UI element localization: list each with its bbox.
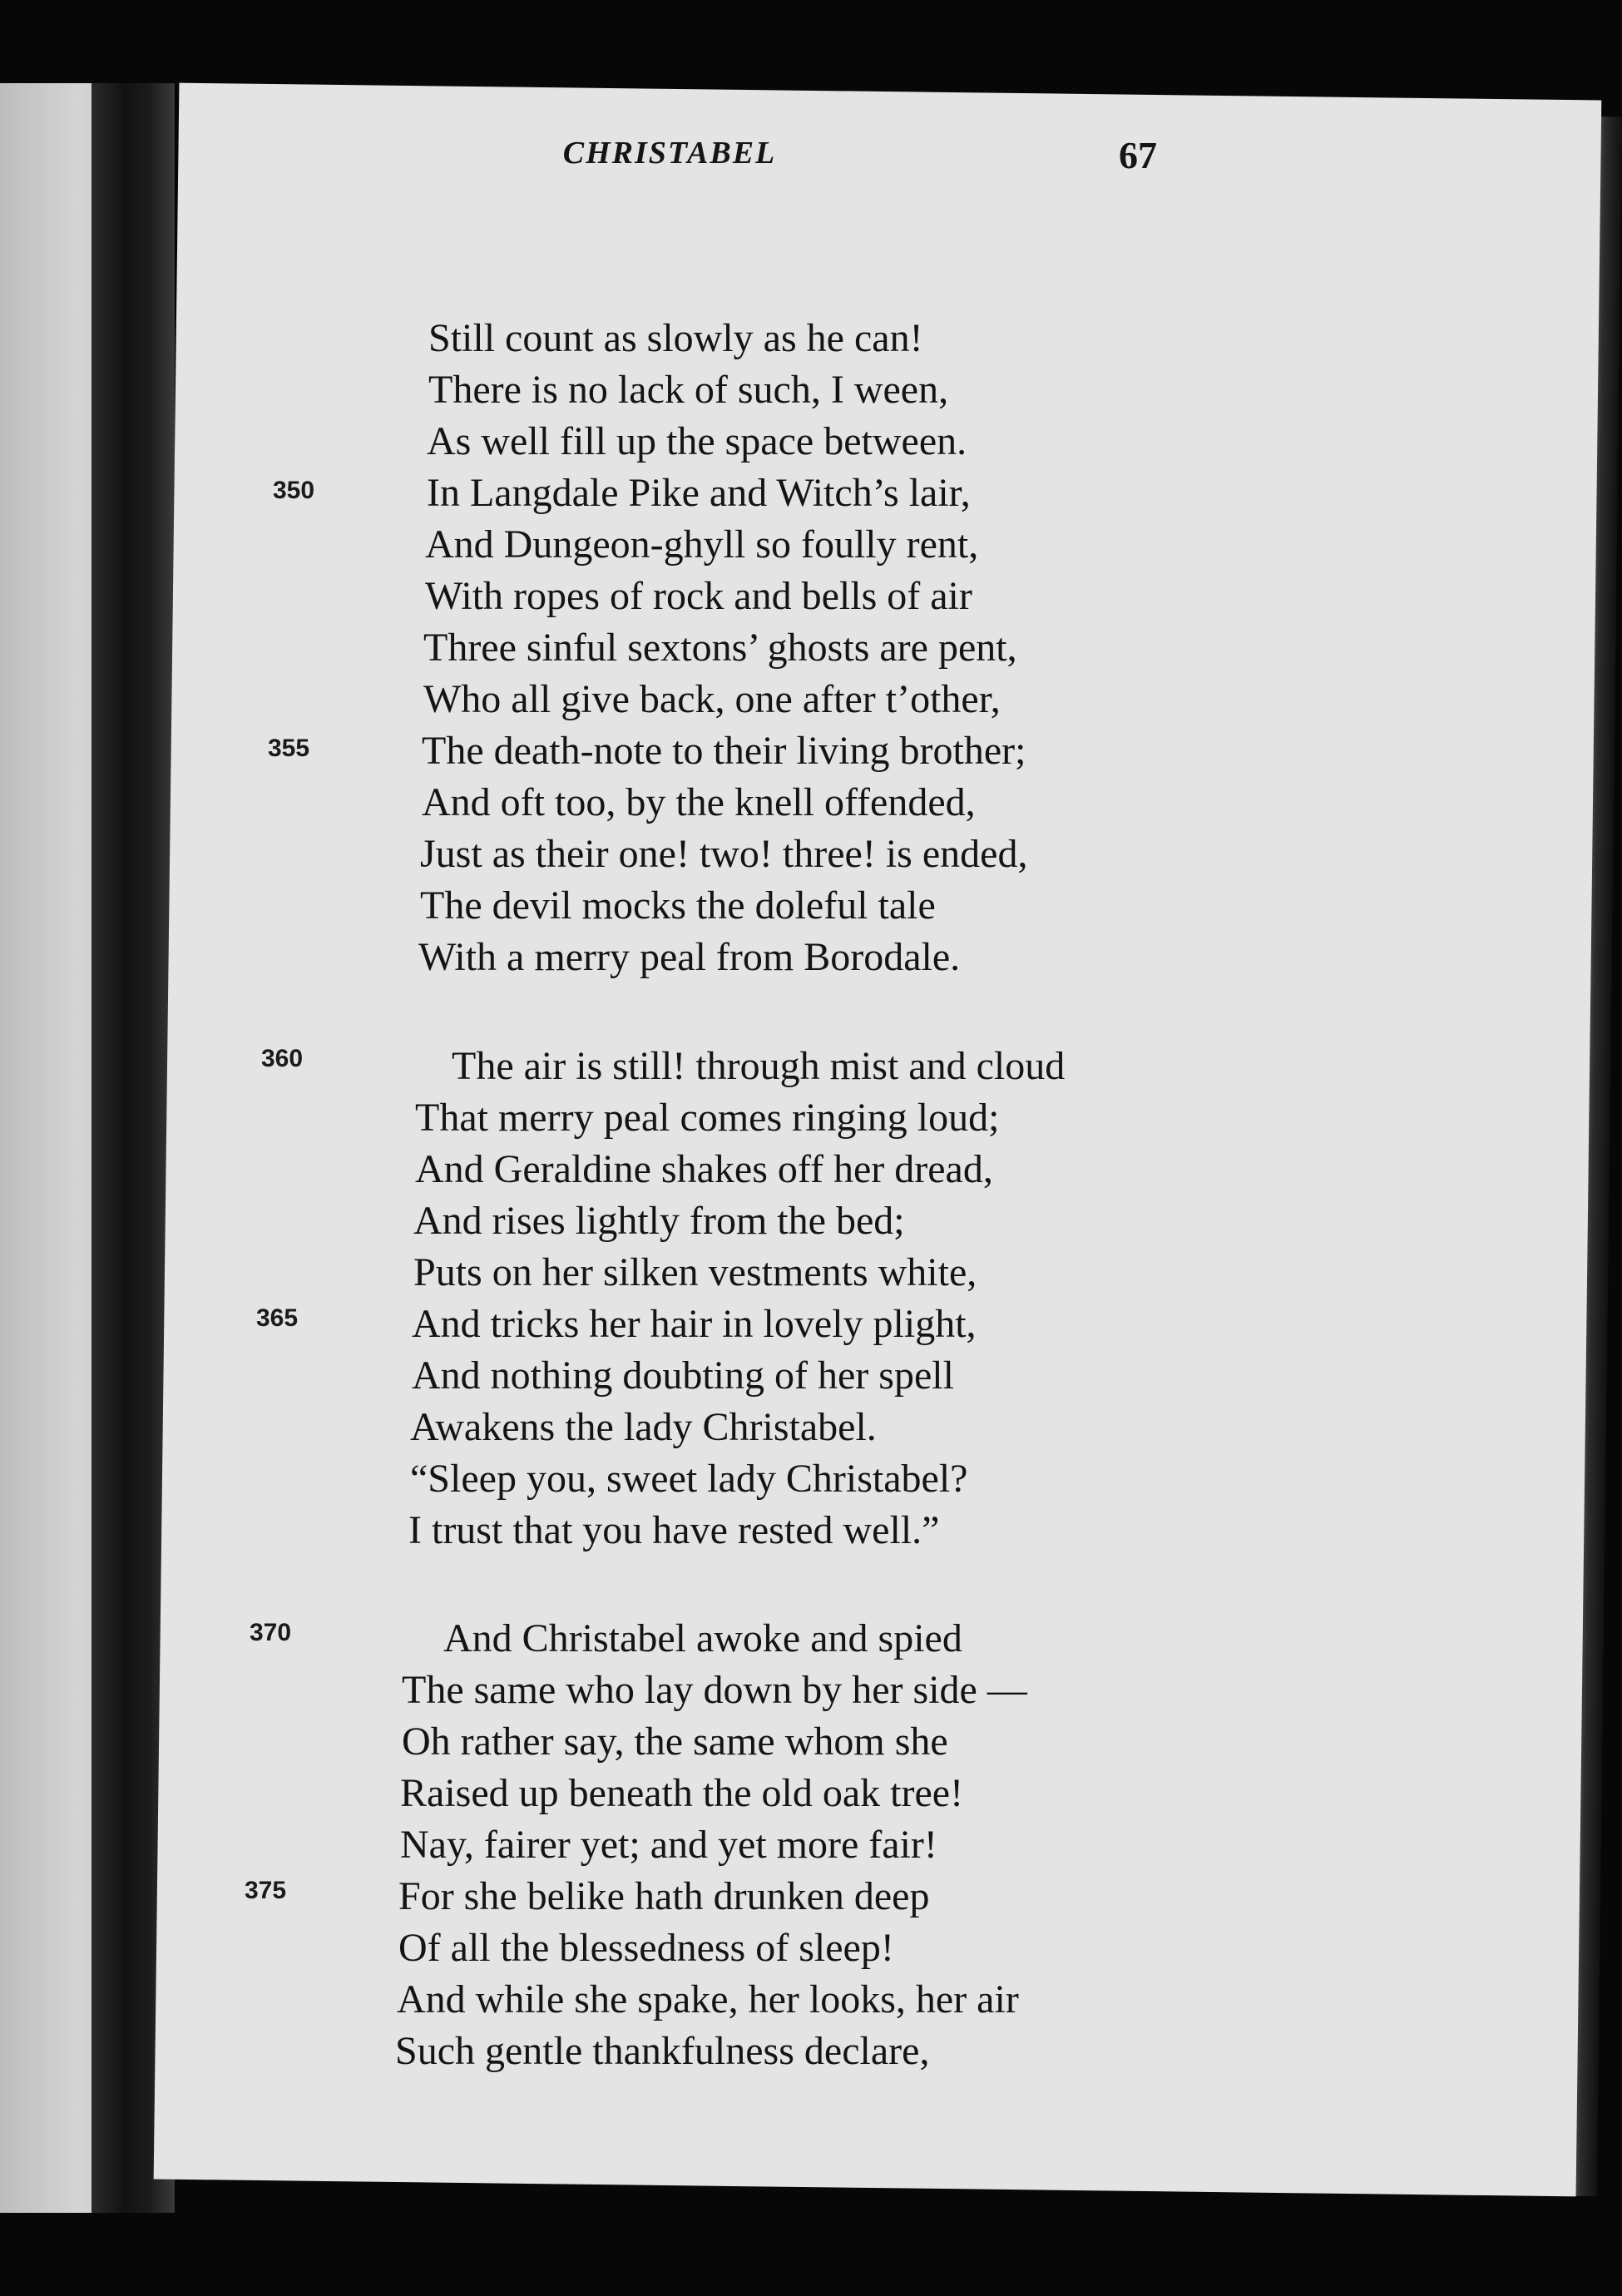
poem-line: Puts on her silken vestments white, <box>413 1250 977 1294</box>
poem-line: “Sleep you, sweet lady Christabel? <box>410 1457 968 1501</box>
line-number: 350 <box>273 477 315 504</box>
poem-line: And Geraldine shakes off her dread, <box>415 1147 993 1191</box>
poem-line: The devil mocks the doleful tale <box>420 883 936 928</box>
poem-line: The death-note to their living brother; <box>422 729 1026 773</box>
poem-line: With ropes of rock and bells of air <box>425 574 972 618</box>
poem-line: The air is still! through mist and cloud <box>452 1044 1066 1088</box>
poem-line: Such gentle thankfulness declare, <box>395 2029 930 2073</box>
poem-line: With a merry peal from Borodale. <box>418 935 961 979</box>
poem-line: The same who lay down by her side — <box>402 1668 1027 1712</box>
poem-line: Raised up beneath the old oak tree! <box>400 1771 964 1815</box>
line-number: 360 <box>261 1045 304 1072</box>
poem-line: Nay, fairer yet; and yet more fair! <box>400 1823 937 1867</box>
poem-line: And Dungeon-ghyll so foully rent, <box>425 522 979 567</box>
poem-line: And oft too, by the knell offended, <box>422 780 976 824</box>
poem-line: I trust that you have rested well.” <box>408 1508 940 1552</box>
poem-line: Just as their one! two! three! is ended, <box>420 832 1028 876</box>
line-number: 355 <box>268 735 310 762</box>
poem-line: Still count as slowly as he can! <box>428 316 923 360</box>
poem-line: Oh rather say, the same whom she <box>402 1720 948 1764</box>
poem-line: As well fill up the space between. <box>427 419 967 463</box>
line-number: 370 <box>250 1619 292 1646</box>
poem-line: For she belike hath drunken deep <box>398 1874 930 1918</box>
poem-line: In Langdale Pike and Witch’s lair, <box>427 471 971 515</box>
poem-line: That merry peal comes ringing loud; <box>415 1096 1000 1140</box>
running-title: CHRISTABEL <box>562 136 777 171</box>
poem-line: Three sinful sextons’ ghosts are pent, <box>423 626 1017 670</box>
line-number: 375 <box>245 1877 287 1904</box>
poem-line: There is no lack of such, I ween, <box>428 368 949 412</box>
poem-line: Awakens the lady Christabel. <box>410 1405 877 1449</box>
poem-line: And Christabel awoke and spied <box>443 1616 962 1660</box>
poem-line: Of all the blessedness of sleep! <box>398 1926 894 1970</box>
poem-line: And tricks her hair in lovely plight, <box>412 1302 977 1346</box>
page-number: 67 <box>1119 134 1157 176</box>
poem-line: And rises lightly from the bed; <box>413 1199 905 1243</box>
poem-line: Who all give back, one after t’other, <box>423 677 1001 721</box>
poem-line: And nothing doubting of her spell <box>412 1353 954 1398</box>
poem-line: And while she spake, her looks, her air <box>397 1977 1019 2021</box>
line-number: 365 <box>256 1304 299 1332</box>
